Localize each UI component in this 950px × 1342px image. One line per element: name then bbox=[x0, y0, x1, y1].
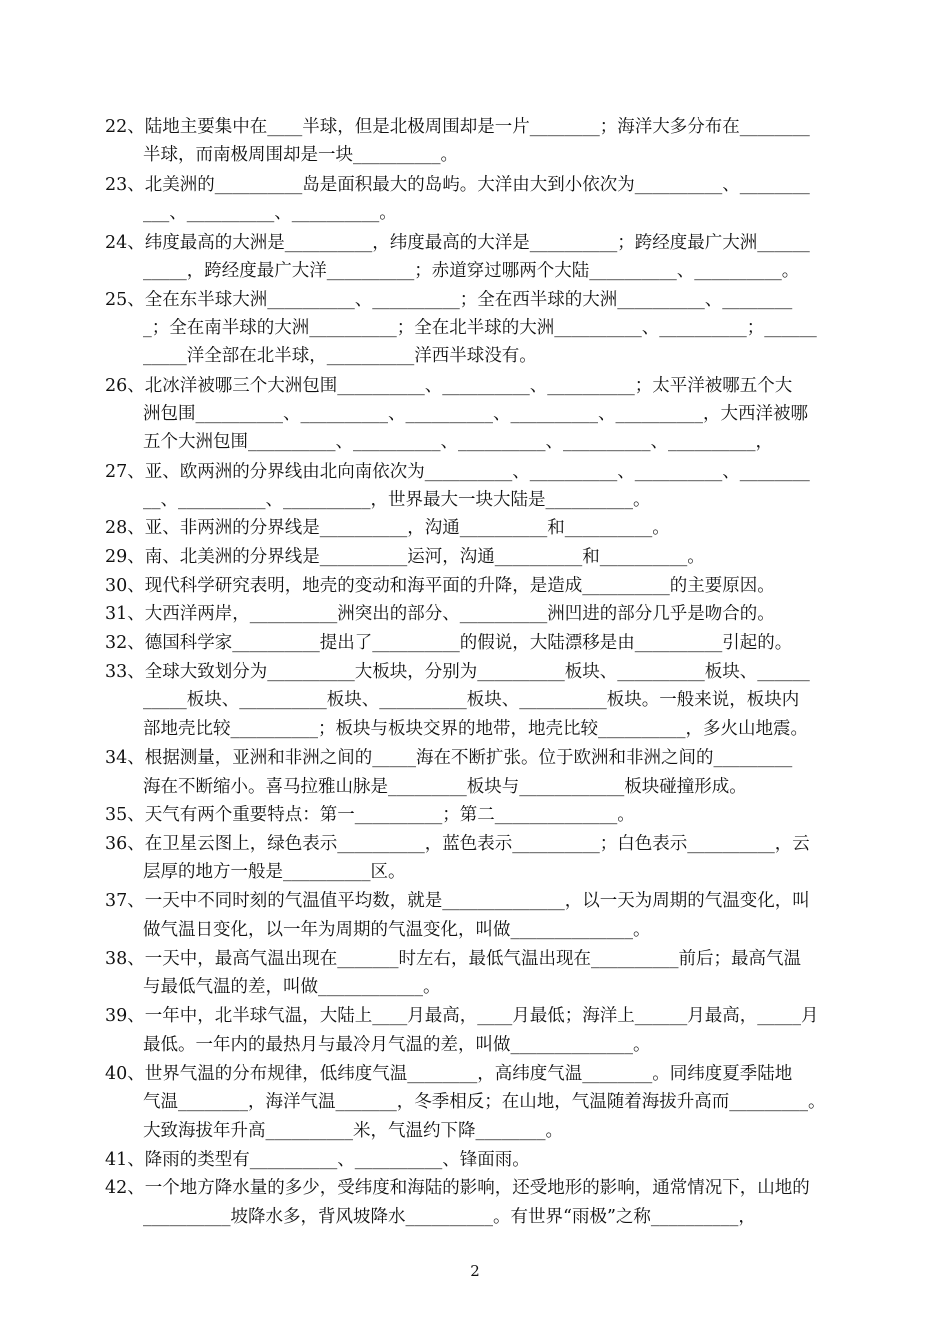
text-line: 25、全在东半球大洲__________、__________；全在西半球的大洲__________、________ bbox=[105, 290, 793, 310]
text-line: 33、全球大致划分为__________大板块，分别为__________板块、__________板块、______ bbox=[105, 662, 810, 682]
text-line: 23、北美洲的__________岛是面积最大的岛屿。大洋由大到小依次为__________、________ bbox=[105, 175, 810, 195]
text-line: 41、降雨的类型有__________、__________、锋面雨。 bbox=[105, 1150, 530, 1170]
text-line: ___、__________、__________。 bbox=[143, 203, 397, 223]
text-line: 40、世界气温的分布规律，低纬度气温________，高纬度气温________。同纬度夏季陆地 bbox=[105, 1064, 793, 1084]
text-line: 29、南、北美洲的分界线是__________运河，沟通__________和__________。 bbox=[105, 547, 705, 567]
text-line: 42、一个地方降水量的多少，受纬度和海陆的影响，还受地形的影响，通常情况下，山地的 bbox=[105, 1178, 810, 1198]
text-line: 39、一年中，北半球气温，大陆上____月最高，____月最低；海洋上______月最高，_____月 bbox=[105, 1006, 819, 1026]
text-line: 海在不断缩小。喜马拉雅山脉是_________板块与____________板块碰撞形成。 bbox=[143, 777, 747, 797]
text-line: 34、根据测量，亚洲和非洲之间的_____海在不断扩张。位于欧洲和非洲之间的_________ bbox=[105, 748, 793, 768]
text-line: _____洋全部在北半球，__________洋西半球没有。 bbox=[143, 346, 537, 366]
text-line: 气温________，海洋气温_______，冬季相反；在山地，气温随着海拔升高而_________。 bbox=[143, 1092, 826, 1112]
text-line: 洲包围__________、__________、__________、__________、__________，大西洋被哪 bbox=[143, 404, 808, 424]
text-line: _；全在南半球的大洲__________；全在北半球的大洲__________、__________；______ bbox=[143, 318, 817, 338]
text-line: 做气温日变化，以一年为周期的气温变化，叫做______________。 bbox=[143, 920, 651, 940]
text-line: 36、在卫星云图上，绿色表示__________，蓝色表示__________；白色表示__________，云 bbox=[105, 834, 810, 854]
text-line: 半球，而南极周围却是一块__________。 bbox=[143, 145, 458, 165]
text-line: 28、亚、非两洲的分界线是__________，沟通__________和__________。 bbox=[105, 518, 670, 538]
text-line: 五个大洲包围__________、__________、__________、__________、__________， bbox=[143, 432, 773, 452]
text-line: 32、德国科学家__________提出了__________的假说，大陆漂移是由__________引起的。 bbox=[105, 633, 793, 653]
text-line: __、__________、__________，世界最大一块大陆是__________。 bbox=[143, 490, 651, 510]
text-line: 与最低气温的差，叫做____________。 bbox=[143, 977, 441, 997]
text-line: 35、天气有两个重要特点：第一__________；第二______________。 bbox=[105, 805, 635, 825]
text-line: 26、北冰洋被哪三个大洲包围__________、__________、__________；太平洋被哪五个大 bbox=[105, 376, 793, 396]
text-line: 27、亚、欧两洲的分界线由北向南依次为__________、__________、__________、________ bbox=[105, 462, 810, 482]
text-line: 大致海拔年升高__________米，气温约下降________。 bbox=[143, 1121, 563, 1141]
text-line: 38、一天中，最高气温出现在_______时左右，最低气温出现在__________前后；最高气温 bbox=[105, 949, 802, 969]
text-line: 37、一天中不同时刻的气温值平均数，就是______________，以一天为周期的气温变化，叫 bbox=[105, 891, 810, 911]
text-line: _____，跨经度最广大洋__________；赤道穿过哪两个大陆__________、__________。 bbox=[143, 261, 800, 281]
text-line: 部地壳比较__________；板块与板块交界的地带，地壳比较__________，多火山地震。 bbox=[143, 719, 808, 739]
text-line: 31、大西洋两岸，__________洲突出的部分、__________洲凹进的部分几乎是吻合的。 bbox=[105, 604, 775, 624]
text-line: 24、纬度最高的大洲是__________，纬度最高的大洋是__________；跨经度最广大洲______ bbox=[105, 233, 810, 253]
text-line: __________坡降水多，背风坡降水__________。有世界“雨极”之称__________， bbox=[143, 1207, 756, 1227]
text-line: 层厚的地方一般是__________区。 bbox=[143, 862, 406, 882]
text-line: 22、陆地主要集中在____半球，但是北极周围却是一片________；海洋大多分布在________ bbox=[105, 117, 810, 137]
page-number: 2 bbox=[470, 1262, 480, 1280]
text-line: _____板块、__________板块、__________板块、__________板块。一般来说，板块内 bbox=[143, 690, 800, 710]
text-line: 最低。一年内的最热月与最冷月气温的差，叫做______________。 bbox=[143, 1035, 651, 1055]
text-line: 30、现代科学研究表明，地壳的变动和海平面的升降，是造成__________的主要原因。 bbox=[105, 576, 775, 596]
